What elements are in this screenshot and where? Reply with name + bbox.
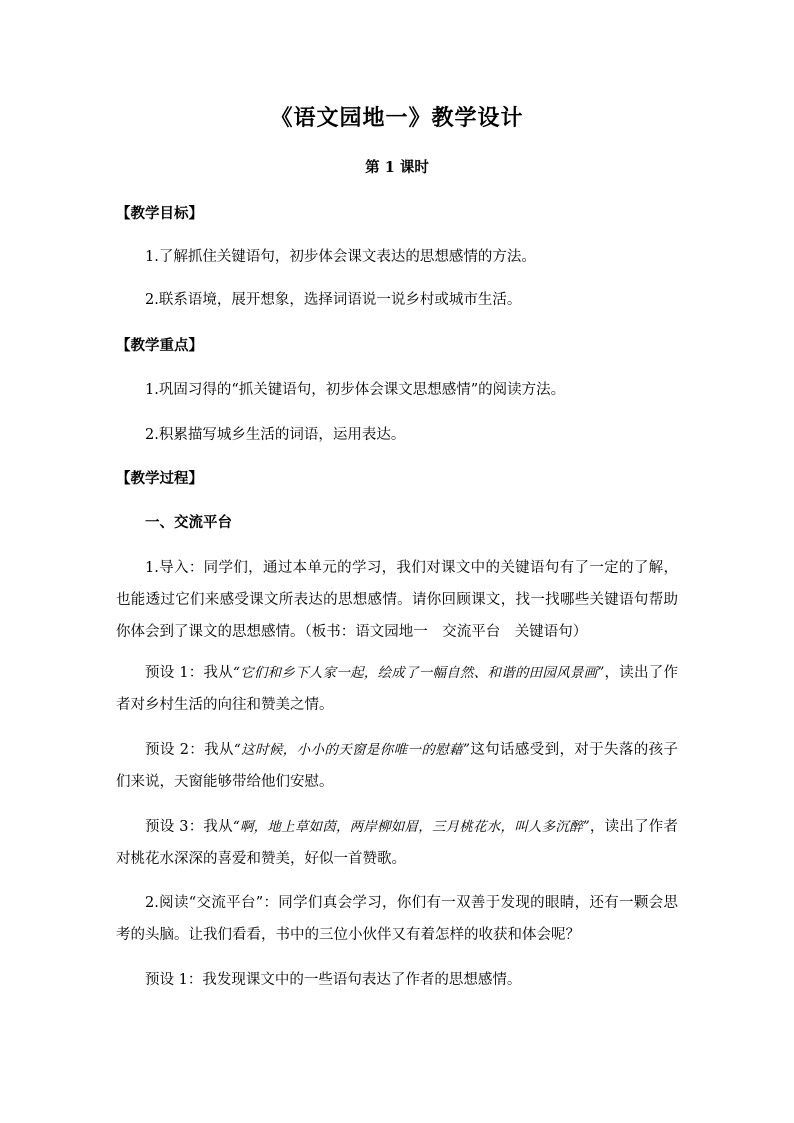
section-heading-key-points: 【教学重点】	[116, 337, 203, 354]
page-title: 《语文园地一》教学设计	[270, 105, 524, 131]
section-heading-goals: 【教学目标】	[116, 205, 203, 222]
preset-paragraph-2: 预设 2：我从“这时候，小小的天窗是你唯一的慰藉”这句话感受到，对于失落的孩子们来说，天窗能够带给他们安慰。	[116, 742, 678, 790]
key-point-item: 1.巩固习得的“抓关键语句，初步体会课文思想感情”的阅读方法。	[145, 382, 566, 398]
preset-paragraph-1: 预设 1：我从“它们和乡下人家一起，绘成了一幅自然、和谐的田园风景画”，读出了作者对乡村生活的向往和赞美之情。	[116, 665, 678, 713]
reading-paragraph: 2.阅读“交流平台”：同学们真会学习，你们有一双善于发现的眼睛，还有一颗会思考的头脑。让我们看看，书中的三位小伙伴又有着怎样的收获和体会呢？	[116, 895, 678, 943]
intro-paragraph: 1.导入：同学们，通过本单元的学习，我们对课文中的关键语句有了一定的了解，也能透过它们来感受课文所表达的思想感情。请你回顾课文，找一找哪些关键语句帮助你体会到了课文的思想感情。（板书：语文园地一 交流平台 关键语句）	[116, 560, 678, 640]
goal-item: 2.联系语境，展开想象，选择词语说一说乡村或城市生活。	[145, 292, 522, 308]
goal-item: 1.了解抓住关键语句，初步体会课文表达的思想感情的方法。	[145, 249, 536, 265]
page-subtitle: 第 1 课时	[365, 159, 429, 176]
key-point-item: 2.积累描写城乡生活的词语，运用表达。	[145, 427, 406, 443]
preset-paragraph-4: 预设 1：我发现课文中的一些语句表达了作者的思想感情。	[145, 972, 522, 988]
section-heading-process: 【教学过程】	[116, 470, 203, 487]
preset-paragraph-3: 预设 3：我从“啊，地上草如茵，两岸柳如眉，三月桃花水，叫人多沉醉”，读出了作者对桃花水深深的喜爱和赞美，好似一首赞歌。	[116, 819, 679, 867]
process-subheading: 一、交流平台	[145, 514, 232, 531]
